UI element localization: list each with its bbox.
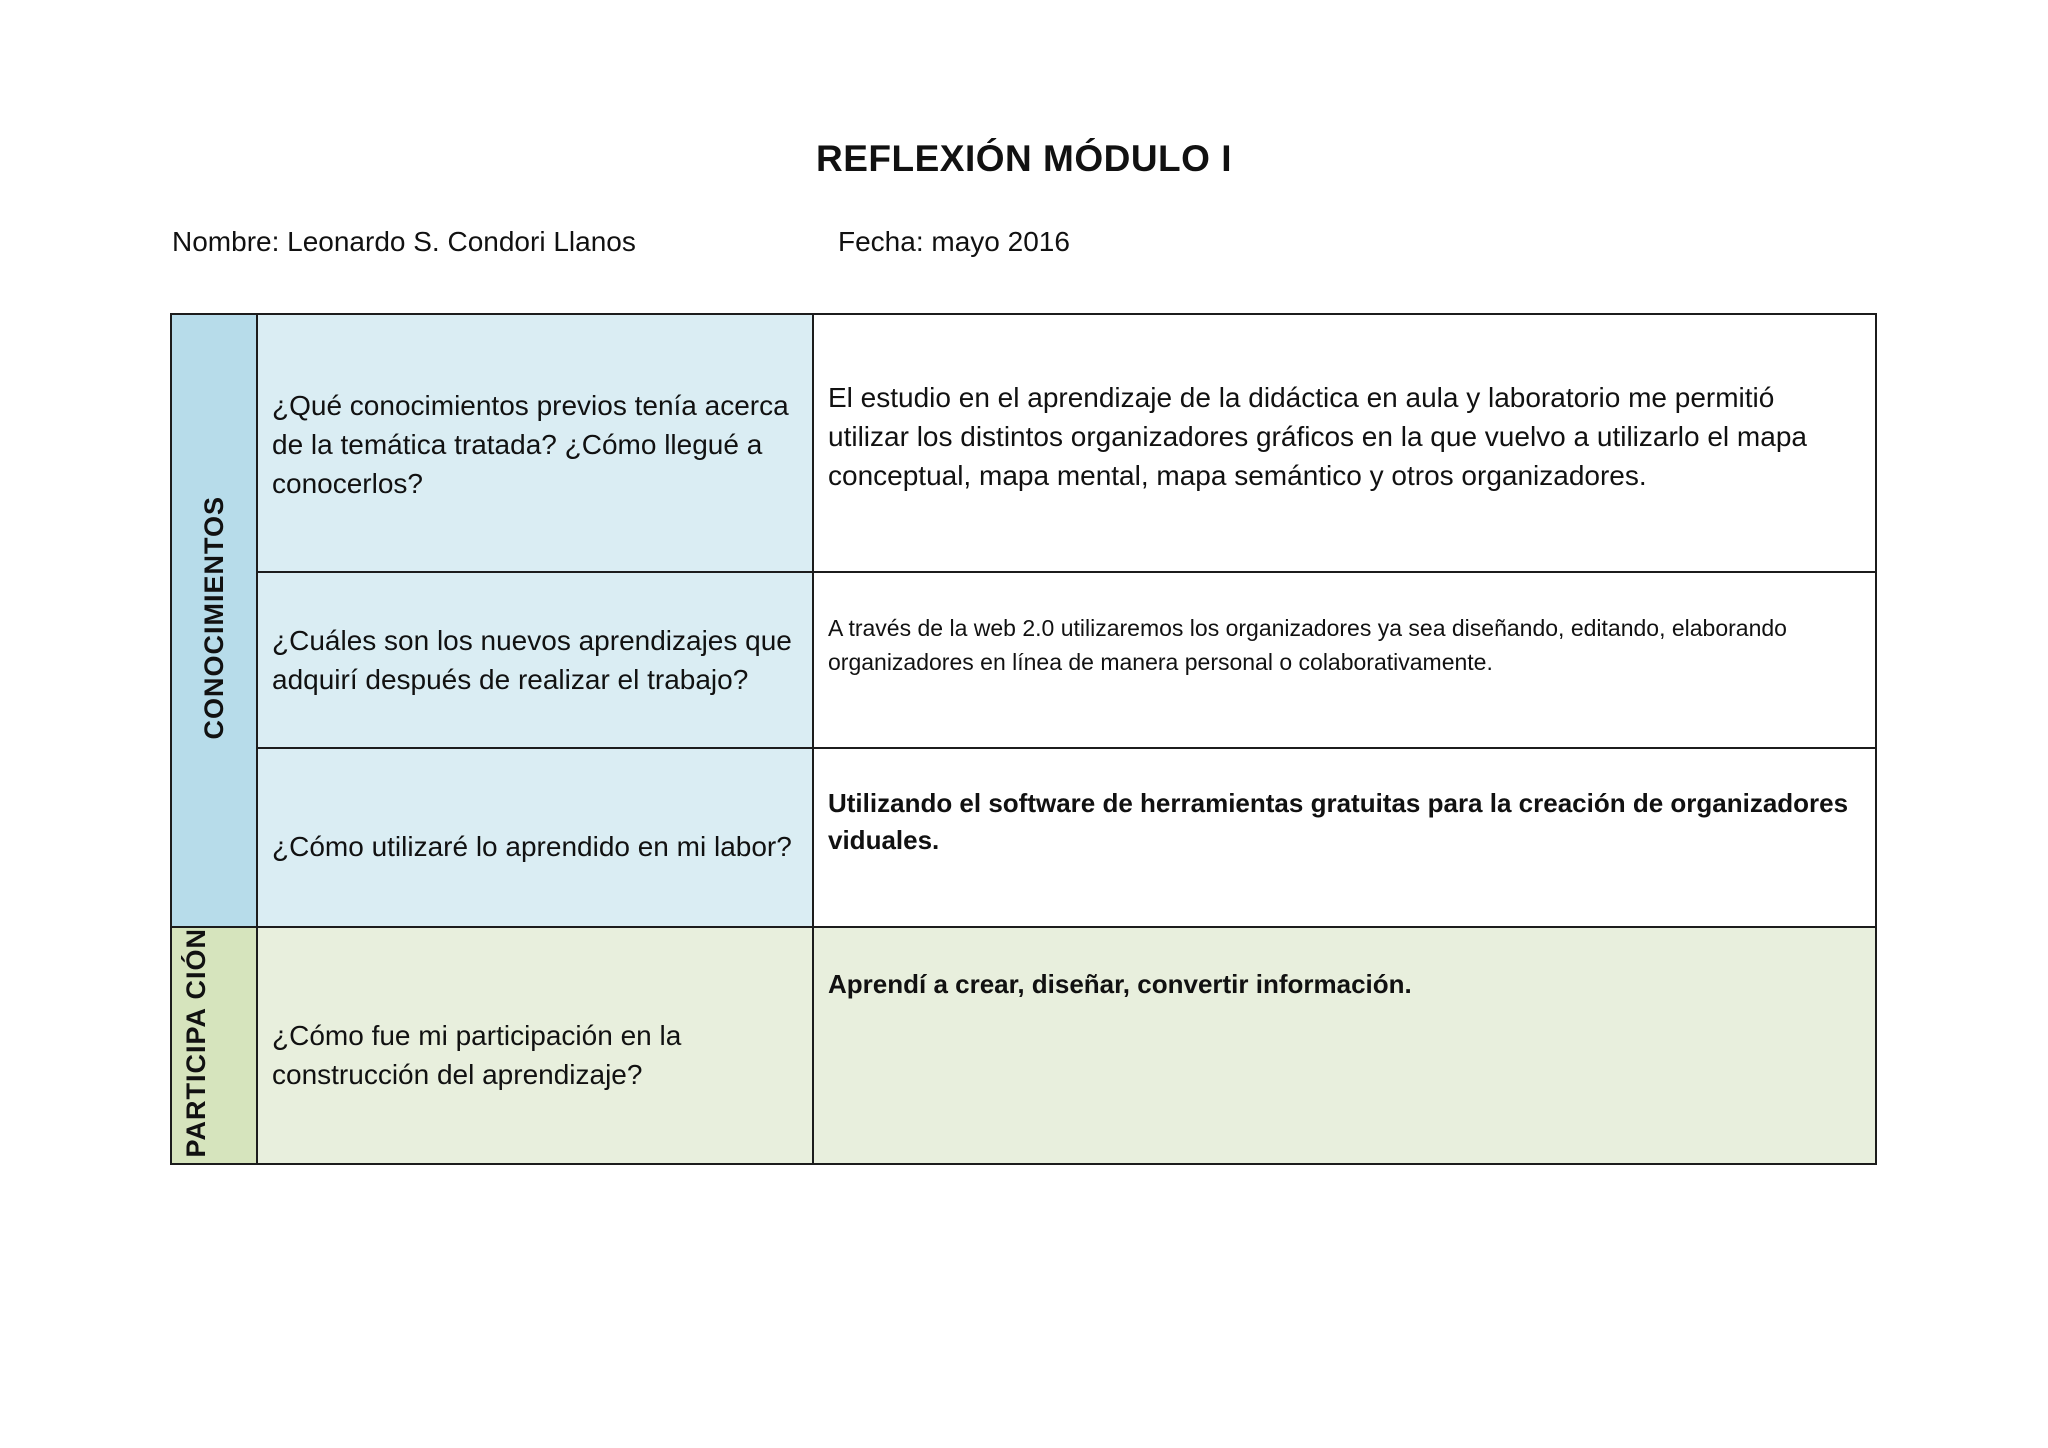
student-name: Nombre: Leonardo S. Condori Llanos xyxy=(172,226,636,257)
question-cell: ¿Qué conocimientos previos tenía acerca de la temática tratada? ¿Cómo llegué a conocerlos? xyxy=(257,314,813,572)
section-participation xyxy=(171,927,257,1164)
table-row xyxy=(171,314,1876,572)
answer-cell: A través de la web 2.0 utilizaremos los organizadores ya sea diseñando, editando, elaborando organizadores en línea de manera personal o colaborativamente. xyxy=(813,572,1876,748)
table-row xyxy=(171,748,1876,927)
answer-cell: El estudio en el aprendizaje de la didáctica en aula y laboratorio me permitió utilizar los distintos organizadores gráficos en la que vuelvo a utilizarlo el mapa conceptual, mapa mental, mapa semántico y otros organizadores. xyxy=(813,314,1876,572)
document-date: Fecha: mayo 2016 xyxy=(838,226,1070,257)
answer-cell: Aprendí a crear, diseñar, convertir información. xyxy=(813,927,1876,1164)
question-cell: ¿Cuáles son los nuevos aprendizajes que adquirí después de realizar el trabajo? xyxy=(257,572,813,748)
answer-cell: Utilizando el software de herramientas gratuitas para la creación de organizadores viduales. xyxy=(813,748,1876,927)
table-row xyxy=(171,572,1876,748)
section-knowledge xyxy=(171,314,257,927)
section-knowledge-label: CONOCIMIENTOS xyxy=(199,496,229,740)
reflection-table xyxy=(170,313,1877,1165)
document-title: REFLEXIÓN MÓDULO I xyxy=(816,138,1232,179)
question-cell: ¿Cómo fue mi participación en la construcción del aprendizaje? xyxy=(257,927,813,1164)
section-participation-label: PARTICIPA CIÓN xyxy=(181,928,211,1158)
table-row xyxy=(171,927,1876,1164)
question-cell: ¿Cómo utilizaré lo aprendido en mi labor? xyxy=(257,748,813,927)
